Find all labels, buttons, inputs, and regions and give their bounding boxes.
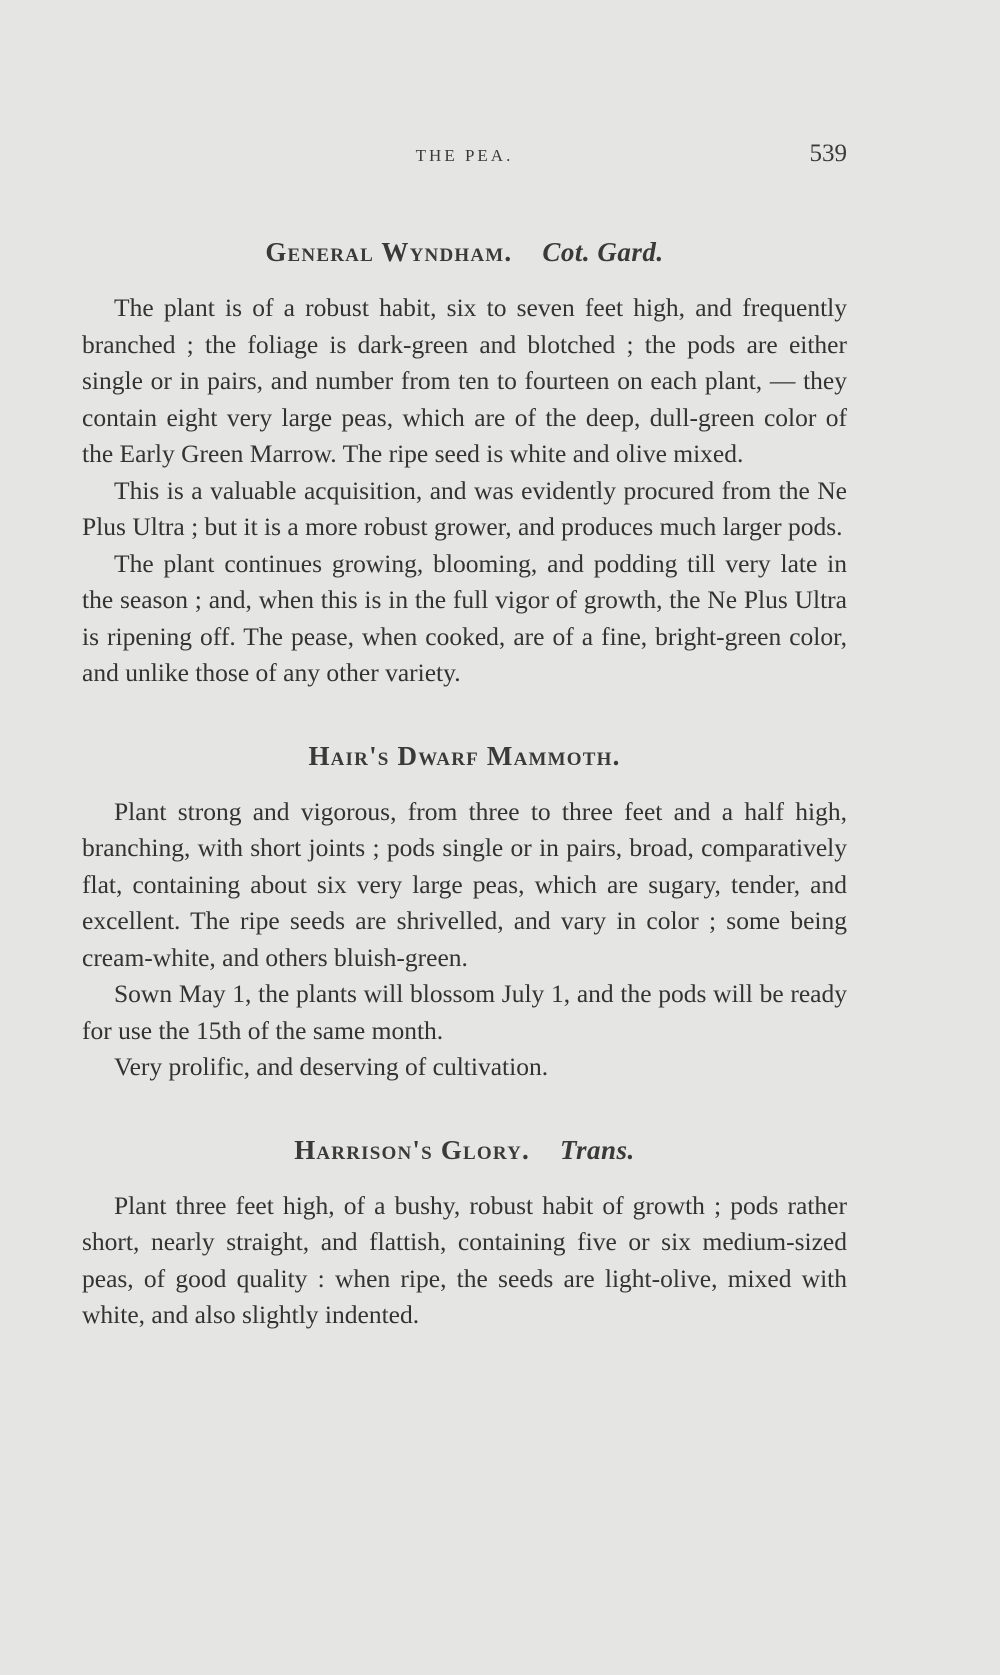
paragraph: Plant three feet high, of a bushy, robust habit of growth ; pods rather short, nearly straight, and flattish, containing five or six medium-sized peas, of good quality : when ripe, the seeds are light-olive, mixed with white, and also slightly indented. bbox=[82, 1190, 847, 1329]
running-title: THE PEA. bbox=[415, 146, 514, 165]
paragraph: Plant strong and vigorous, from three to three feet and a half high, branching, with short joints ; pods single or in pairs, broad, comparatively flat, containing about six very large peas, which are sugary, tender, and excellent. The ripe seeds are shrivelled, and vary in color ; some being cream-white, and others bluish-green. bbox=[82, 796, 847, 972]
running-head bbox=[82, 140, 847, 174]
paragraph: Very prolific, and deserving of cultivation. bbox=[114, 1052, 549, 1081]
entry-general-wyndham bbox=[82, 232, 847, 692]
entry-hairs-dwarf-mammoth bbox=[82, 736, 847, 1086]
paragraph: The plant continues growing, blooming, and podding till very late in the season ; and, when this is in the full vigor of growth, the Ne Plus Ultra is ripening off. The pease, when cooked, are of a fine, bright-green color, and unlike those of any other variety. bbox=[82, 548, 847, 687]
variety-authority: Cot. Gard. bbox=[542, 237, 664, 267]
entry-heading bbox=[82, 736, 847, 776]
variety-name: Hair's Dwarf Mammoth. bbox=[308, 740, 621, 771]
paragraph: This is a valuable acquisition, and was evidently procured from the Ne Plus Ultra ; but it is a more robust grower, and produces much larger pods. bbox=[82, 475, 847, 541]
page-number: 539 bbox=[809, 140, 847, 167]
paragraph: Sown May 1, the plants will blossom July 1, and the pods will be ready for use the 15th of the same month. bbox=[82, 979, 847, 1045]
variety-authority: Trans. bbox=[560, 1134, 635, 1165]
entry-heading bbox=[82, 232, 847, 272]
entry-heading bbox=[82, 1130, 847, 1170]
variety-name: Harrison's Glory. bbox=[294, 1134, 531, 1165]
variety-name: General Wyndham. bbox=[265, 237, 513, 267]
paragraph: The plant is of a robust habit, six to seven feet high, and frequently branched ; the foliage is dark-green and blotched ; the pods are either single or in pairs, and number from ten to fourteen on each plant, — they contain eight very large peas, which are of the deep, dull-green color of the Early Green Marrow. The ripe seed is white and olive mixed. bbox=[82, 293, 847, 468]
page-content bbox=[82, 232, 847, 1378]
entry-harrisons-glory bbox=[82, 1130, 847, 1334]
